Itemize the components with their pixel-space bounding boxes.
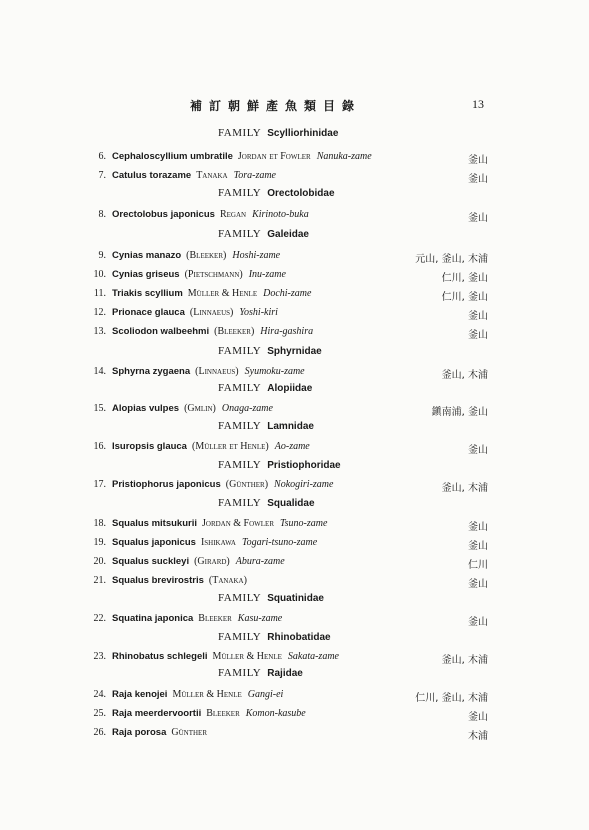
- scientific-name: Cephaloscyllium umbratile: [112, 151, 233, 162]
- author-name: Tanaka: [196, 170, 228, 181]
- page-header: [0, 97, 589, 115]
- entry-body: [112, 151, 372, 162]
- species-entry: [0, 727, 589, 741]
- family-name: Galeidae: [267, 229, 309, 240]
- entry-number: 17.: [93, 479, 106, 490]
- family-keyword: FAMILY: [218, 631, 262, 643]
- entry-body: [112, 708, 306, 719]
- species-entry: [0, 441, 589, 455]
- family-name: Sphyrnidae: [267, 346, 322, 357]
- scientific-name: Sphyrna zygaena: [112, 366, 191, 377]
- scientific-name: Raja porosa: [112, 727, 167, 738]
- entry-number: 10.: [93, 269, 106, 280]
- locality: 仁川: [468, 560, 488, 571]
- scientific-name: Squalus mitsukurii: [112, 518, 197, 529]
- entry-number: 16.: [93, 441, 106, 452]
- scientific-name: Rhinobatus schlegeli: [112, 651, 208, 662]
- entry-body: [112, 441, 310, 452]
- locality: 釜山: [468, 213, 488, 224]
- japanese-name: Syumoku-zame: [244, 366, 305, 377]
- locality: 釜山, 木浦: [441, 655, 488, 666]
- entry-body: [112, 307, 278, 318]
- entry-number: 22.: [93, 613, 106, 624]
- family-heading: [218, 127, 338, 139]
- scientific-name: Squalus japonicus: [112, 537, 196, 548]
- scientific-name: Squatina japonica: [112, 613, 194, 624]
- family-keyword: FAMILY: [218, 187, 262, 199]
- japanese-name: Kasu-zame: [237, 613, 283, 624]
- author-name: (Tanaka): [208, 575, 247, 586]
- family-name: Squatinidae: [267, 593, 324, 604]
- species-entry: [0, 537, 589, 551]
- entry-number: 26.: [93, 727, 106, 738]
- family-name: Rhinobatidae: [267, 632, 331, 643]
- family-name: Alopiidae: [267, 383, 313, 394]
- japanese-name: Hira-gashira: [260, 326, 314, 337]
- family-name: Squalidae: [267, 498, 315, 509]
- entry-body: [112, 403, 273, 414]
- author-name: (Günther): [225, 479, 269, 490]
- locality: 元山, 釜山, 木浦: [415, 254, 488, 265]
- species-entry: [0, 518, 589, 532]
- japanese-name: Togari-tsuno-zame: [241, 537, 318, 548]
- family-keyword: FAMILY: [218, 420, 262, 432]
- family-heading: [218, 667, 303, 679]
- species-entry: [0, 575, 589, 589]
- author-name: Jordan et Fowler: [237, 151, 311, 162]
- entry-number: 7.: [98, 170, 106, 181]
- author-name: Müller & Henle: [187, 288, 258, 299]
- scientific-name: Isuropsis glauca: [112, 441, 187, 452]
- locality: 釜山, 木浦: [441, 483, 488, 494]
- scientific-name: Scoliodon walbeehmi: [112, 326, 210, 337]
- entry-number: 9.: [98, 250, 106, 261]
- family-heading: [218, 497, 315, 509]
- locality: 仁川, 釜山, 木浦: [415, 693, 488, 704]
- entry-body: [112, 288, 311, 299]
- japanese-name: Nanuka-zame: [316, 151, 372, 162]
- author-name: Jordan & Fowler: [202, 518, 275, 529]
- locality: 木浦: [468, 731, 488, 742]
- species-entry: [0, 307, 589, 321]
- entry-number: 6.: [98, 151, 106, 162]
- entry-number: 8.: [98, 209, 106, 220]
- entry-number: 24.: [93, 689, 106, 700]
- author-name: Regan: [219, 209, 247, 220]
- author-name: Müller & Henle: [212, 651, 282, 662]
- scientific-name: Alopias vulpes: [112, 403, 180, 414]
- scientific-name: Cynias manazo: [112, 250, 182, 261]
- entry-body: [112, 479, 333, 490]
- family-heading: [218, 420, 314, 432]
- entry-body: [112, 556, 285, 567]
- family-keyword: FAMILY: [218, 667, 262, 679]
- locality: 鎭南浦, 釜山: [431, 407, 488, 418]
- scientific-name: Squalus brevirostris: [112, 575, 204, 586]
- entry-number: 15.: [93, 403, 106, 414]
- entry-number: 23.: [93, 651, 106, 662]
- species-entry: [0, 651, 589, 665]
- entry-number: 14.: [93, 366, 106, 377]
- species-entry: [0, 326, 589, 340]
- family-heading: [218, 228, 309, 240]
- entry-body: [112, 651, 339, 662]
- author-name: (Müller et Henle): [191, 441, 269, 452]
- scientific-name: Squalus suckleyi: [112, 556, 190, 567]
- entry-number: 21.: [93, 575, 106, 586]
- entry-body: [112, 518, 327, 529]
- entry-body: [112, 575, 247, 586]
- scientific-name: Pristiophorus japonicus: [112, 479, 221, 490]
- japanese-name: Tora-zame: [233, 170, 276, 181]
- family-heading: [218, 382, 312, 394]
- locality: 釜山, 木浦: [441, 370, 488, 381]
- locality: 釜山: [468, 445, 488, 456]
- japanese-name: Abura-zame: [235, 556, 285, 567]
- entry-number: 20.: [93, 556, 106, 567]
- entry-body: [112, 727, 207, 738]
- family-name: Rajidae: [267, 668, 303, 679]
- locality: 釜山: [468, 522, 488, 533]
- author-name: Ishikawa: [200, 537, 236, 548]
- entry-body: [112, 170, 276, 181]
- family-keyword: FAMILY: [218, 345, 262, 357]
- family-keyword: FAMILY: [218, 497, 262, 509]
- entry-body: [112, 613, 282, 624]
- entry-number: 11.: [93, 288, 106, 299]
- family-heading: [218, 345, 322, 357]
- family-heading: [218, 187, 335, 199]
- family-keyword: FAMILY: [218, 228, 262, 240]
- entry-body: [112, 250, 280, 261]
- japanese-name: Komon-kasube: [245, 708, 306, 719]
- entry-body: [112, 269, 286, 280]
- entry-body: [112, 326, 313, 337]
- family-keyword: FAMILY: [218, 459, 262, 471]
- family-heading: [218, 592, 324, 604]
- entry-number: 19.: [93, 537, 106, 548]
- family-keyword: FAMILY: [218, 592, 262, 604]
- family-keyword: FAMILY: [218, 127, 262, 139]
- japanese-name: Gangi-ei: [247, 689, 284, 700]
- author-name: Bleeker: [198, 613, 232, 624]
- entry-number: 18.: [93, 518, 106, 529]
- author-name: (Linnaeus): [195, 366, 239, 377]
- species-entry: [0, 403, 589, 417]
- family-heading: [218, 631, 331, 643]
- japanese-name: Yoshi-kiri: [239, 307, 278, 318]
- scientific-name: Prionace glauca: [112, 307, 185, 318]
- japanese-name: Hoshi-zame: [232, 250, 281, 261]
- japanese-name: Dochi-zame: [263, 288, 312, 299]
- locality: 釜山: [468, 541, 488, 552]
- japanese-name: Kirinoto-buka: [252, 209, 309, 220]
- family-heading: [218, 459, 341, 471]
- scientific-name: Cynias griseus: [112, 269, 180, 280]
- entry-number: 12.: [93, 307, 106, 318]
- species-entry: [0, 151, 589, 165]
- species-entry: [0, 288, 589, 302]
- locality: 釜山: [468, 617, 488, 628]
- scientific-name: Raja meerdervoortii: [112, 708, 202, 719]
- species-entry: [0, 556, 589, 570]
- japanese-name: Inu-zame: [248, 269, 286, 280]
- author-name: Müller & Henle: [172, 689, 242, 700]
- species-entry: [0, 250, 589, 264]
- family-name: Lamnidae: [267, 421, 314, 432]
- species-entry: [0, 689, 589, 703]
- author-name: (Pietschmann): [184, 269, 243, 280]
- entry-number: 13.: [93, 326, 106, 337]
- scientific-name: Catulus torazame: [112, 170, 192, 181]
- species-entry: [0, 170, 589, 184]
- author-name: (Linnaeus): [189, 307, 234, 318]
- family-name: Pristiophoridae: [267, 460, 341, 471]
- species-entry: [0, 708, 589, 722]
- family-name: Orectolobidae: [267, 188, 335, 199]
- locality: 釜山: [468, 174, 488, 185]
- locality: 釜山: [468, 330, 488, 341]
- author-name: Günther: [171, 727, 207, 738]
- author-name: (Bleeker): [186, 250, 227, 261]
- japanese-name: Tsuno-zame: [280, 518, 328, 529]
- entry-body: [112, 537, 317, 548]
- japanese-name: Nokogiri-zame: [274, 479, 334, 490]
- locality: 釜山: [468, 311, 488, 322]
- author-name: (Bleeker): [214, 326, 255, 337]
- locality: 仁川, 釜山: [441, 273, 488, 284]
- entry-number: 25.: [93, 708, 106, 719]
- japanese-name: Ao-zame: [274, 441, 310, 452]
- scientific-name: Triakis scyllium: [112, 288, 183, 299]
- japanese-name: Sakata-zame: [287, 651, 339, 662]
- author-name: Bleeker: [206, 708, 240, 719]
- scientific-name: Raja kenojei: [112, 689, 168, 700]
- species-entry: [0, 269, 589, 283]
- species-entry: [0, 613, 589, 627]
- locality: 釜山: [468, 155, 488, 166]
- locality: 仁川, 釜山: [441, 292, 488, 303]
- author-name: (Gmlin): [184, 403, 216, 414]
- family-keyword: FAMILY: [218, 382, 262, 394]
- entry-body: [112, 689, 283, 700]
- family-name: Scylliorhinidae: [267, 128, 339, 139]
- page-number: 13: [472, 97, 484, 111]
- japanese-name: Onaga-zame: [221, 403, 273, 414]
- author-name: (Girard): [194, 556, 230, 567]
- species-entry: [0, 209, 589, 223]
- page-title: 補訂朝鮮產魚類目錄: [190, 99, 362, 113]
- scientific-name: Orectolobus japonicus: [112, 209, 215, 220]
- species-entry: [0, 366, 589, 380]
- locality: 釜山: [468, 579, 488, 590]
- entry-body: [112, 209, 309, 220]
- locality: 釜山: [468, 712, 488, 723]
- species-entry: [0, 479, 589, 493]
- entry-body: [112, 366, 305, 377]
